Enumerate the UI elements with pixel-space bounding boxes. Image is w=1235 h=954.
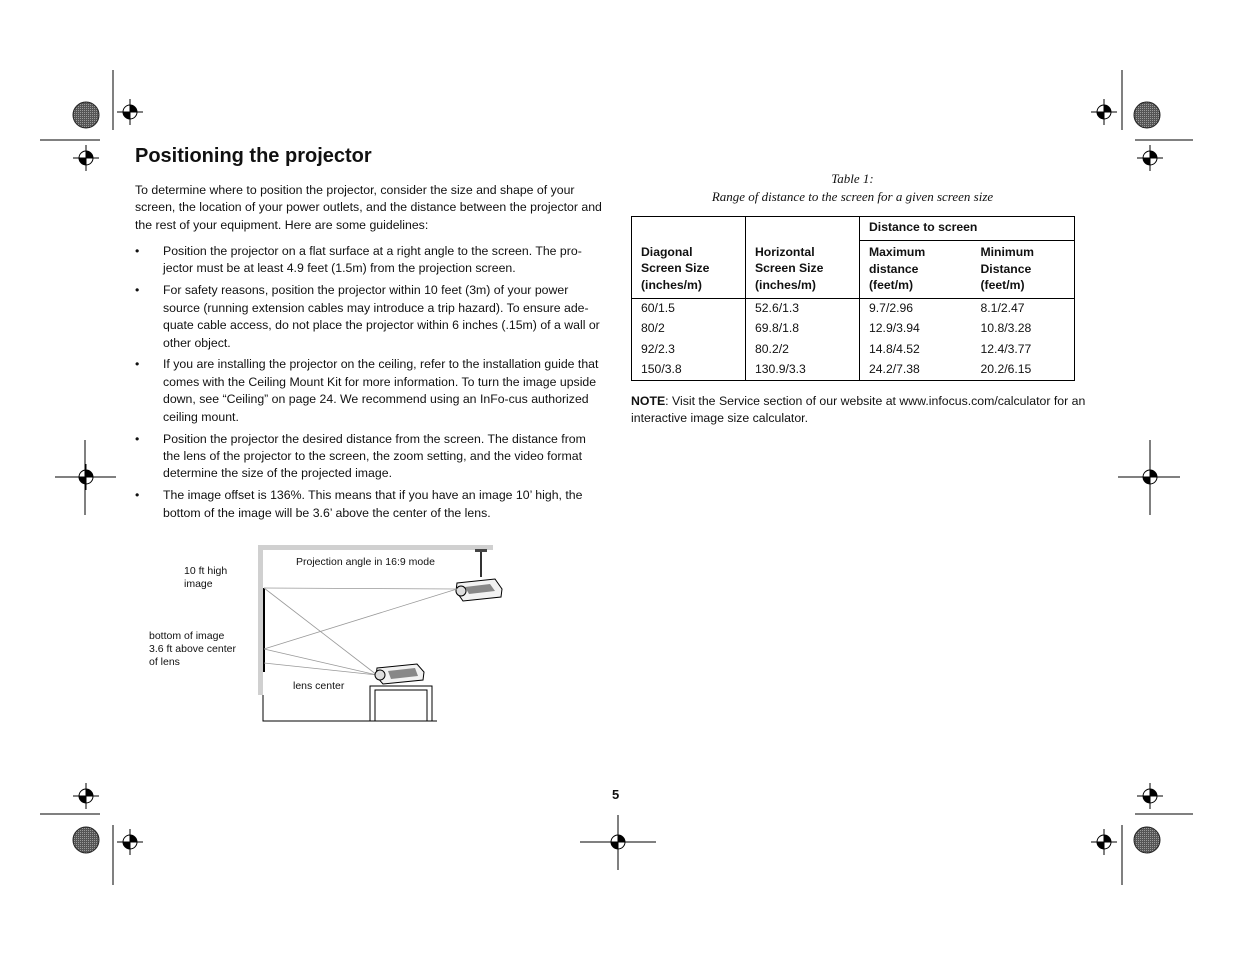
ceiling-projector-icon [456,579,502,601]
bullet-marker: • [135,244,140,258]
note-label: NOTE [631,394,666,408]
list-item [135,356,605,426]
intro-paragraph: To determine where to position the projector, consider the size and shape of your screen, the location of your power outlets, and the distance between the projector and the rest of your equipment. Here are some guidelines: [135,183,602,232]
table-row [632,319,1075,339]
table-cell: 130.9/3.3 [746,360,860,381]
table-cell: 10.8/3.28 [980,321,1032,336]
column-header: Maximum distance (feet/m) [860,241,972,299]
table-row [632,340,1075,360]
bullet-marker: • [135,431,140,446]
note-paragraph [631,393,1106,428]
table-projector-icon [375,664,424,684]
table-title: Range of distance to the screen for a given screen size [711,188,994,204]
table-cell: 9.7/2.96 [860,299,972,320]
table-cell: 80.2/2 [746,340,860,360]
table-number: Table 1: [831,171,874,186]
column-header: Minimum Distance (feet/m) [980,245,1034,292]
note-text: : Visit the Service section of our website at www.infocus.com/calculator for an interactive image size calculator. [631,394,1086,426]
table-cell: 14.8/4.52 [860,340,972,360]
table-cell: 24.2/7.38 [860,360,972,381]
list-item [135,243,605,278]
lens-center-label: lens center [293,680,345,692]
table-cell: 12.9/3.94 [860,319,972,339]
image-height-label: 10 ft high image [184,565,228,590]
list-item [135,431,605,483]
distance-group-header: Distance to screen [860,217,1075,241]
page-title: Positioning the projector [135,145,372,167]
list-item [135,487,605,522]
list-item-text: If you are installing the projector on the ceiling, refer to the installation guide that comes with the Ceiling Mount Kit for more information. To turn the image upside down, see “Ceiling” on page 24. We recommend using an InFo-cus authorized ceiling mount. [163,357,599,424]
table-cell: 92/2.3 [641,341,675,356]
column-header: Diagonal Screen Size (inches/m) [641,244,710,292]
list-item-text: Position the projector on a flat surface at a right angle to the screen. The pro-jector must be at least 4.9 feet (1.5m) from the projection screen. [163,244,582,276]
list-item-text: The image offset is 136%. This means that if you have an image 10’ high, the bottom of the image will be 3.6’ above the center of the lens. [163,488,583,520]
table-cell: 60/1.5 [632,299,746,320]
table-cell: 150/3.8 [641,361,682,376]
bullet-marker: • [135,283,140,298]
list-item-text: Position the projector the desired distance from the screen. The distance from the lens of the projector to the screen, the zoom setting, and the video format determine the size of the projected image. [163,431,586,481]
bullet-marker: • [135,488,140,503]
list-item [135,282,605,352]
bullet-marker: • [135,357,140,372]
image-offset-label: bottom of image 3.6 ft above center of lens [149,630,236,668]
guidelines-list [135,243,605,527]
column-header: Horizontal Screen Size (inches/m) [746,241,860,299]
table-row [632,299,1075,320]
list-item-text: For safety reasons, position the projector within 10 feet (3m) of your power source (running extension cables may introduce a trip hazard). To ensure ade-quate cable access, do not place the projector within 6 inches (.15m) of a wall or other object. [163,283,600,350]
table-cell: 80/2 [641,321,665,336]
table-cell: 8.1/2.47 [972,299,1075,320]
screen-distance-table [631,216,1075,381]
empty-header-cell [746,217,860,241]
projection-angle-label: Projection angle in 16:9 mode [296,556,435,568]
table-cell: 69.8/1.8 [746,319,860,339]
table-row [632,360,1075,381]
projection-diagram [145,545,515,730]
table-cell: 12.4/3.77 [980,341,1032,356]
empty-header-cell [632,217,746,241]
table-caption [630,170,1075,205]
table-cell: 20.2/6.15 [980,361,1032,376]
page-number: 5 [612,787,620,802]
table-cell: 52.6/1.3 [746,299,860,320]
